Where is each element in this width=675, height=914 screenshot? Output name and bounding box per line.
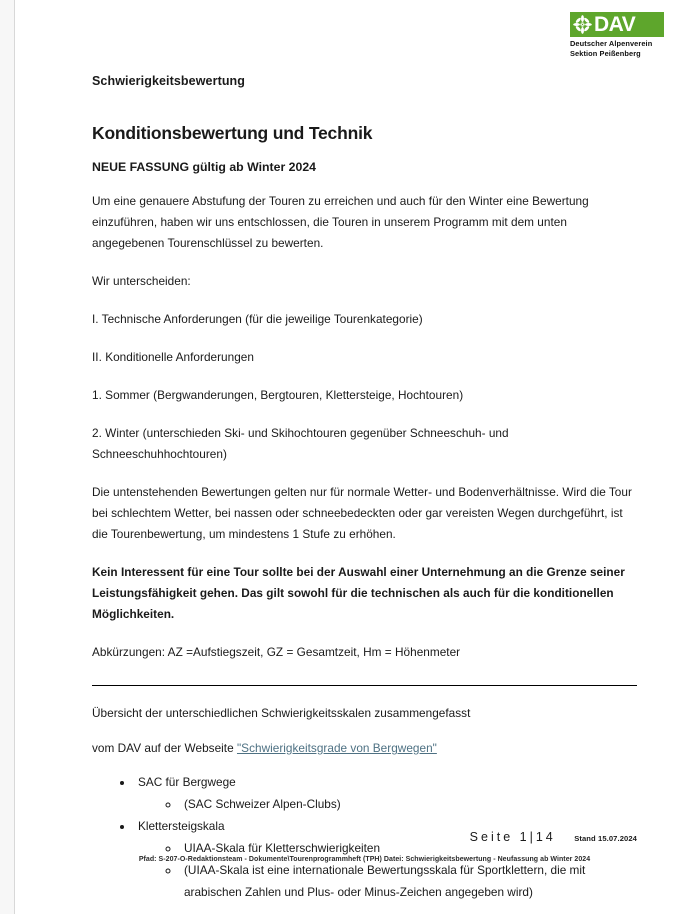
page-left-gutter <box>0 0 15 914</box>
page-number: Seite 1|14 <box>469 830 556 844</box>
dav-wordmark: DAV <box>594 13 636 36</box>
paragraph-abbreviations: Abkürzungen: AZ =Aufstiegszeit, GZ = Gesamtzeit, Hm = Höhenmeter <box>92 645 461 659</box>
list-item-sommer: 1. Sommer (Bergwanderungen, Bergtouren, Klettersteige, Hochtouren) <box>92 388 464 402</box>
scale-label: SAC für Bergwege <box>138 775 236 789</box>
section-divider <box>92 685 637 686</box>
scale-label: Klettersteigskala <box>138 819 225 833</box>
list-item-winter: 2. Winter (unterschieden Ski- und Skihochtouren gegenüber Schneeschuh- und Schneeschuhhochtouren) <box>92 426 509 461</box>
footer-file-path: Pfad: S-207-O-Redaktionsteam - Dokumente\Tourenprogrammheft (TPH) Datei: Schwierigkeitsbewertung - Neufassung ab Winter 2024 <box>138 856 591 863</box>
paragraph-conditions: Die untenstehenden Bewertungen gelten nur für normale Wetter- und Bodenverhältnisse. Wird die Tour bei schlechtem Wetter, bei nassen oder schneebedeckten oder gar vereisten Wegen durchgeführt, ist die Tourenbewertung, um mindestens 1 Stufe zu erhöhen. <box>92 485 632 541</box>
scales-sublist <box>138 793 637 815</box>
paragraph-wir-unterscheiden: Wir unterscheiden: <box>92 274 191 288</box>
document-page <box>16 0 675 914</box>
list-item: ◦ UIAA-Skala für Kletterschwierigkeiten <box>180 837 637 859</box>
document-subtitle: NEUE FASSUNG gültig ab Winter 2024 <box>92 160 317 174</box>
list-item: ◦ (UIAA-Skala ist eine internationale Bewertungsskala für Sportklettern, die mit arabischen Zahlen und Plus- oder Minus-Zeichen angegeben wird) <box>180 859 637 903</box>
paragraph-overview-line1: Übersicht der unterschiedlichen Schwierigkeitsskalen zusammengefasst <box>92 706 471 720</box>
overview-link-prefix: vom DAV auf der Webseite <box>92 741 237 755</box>
schwierigkeitsgrade-link[interactable]: "Schwierigkeitsgrade von Bergwegen" <box>236 741 437 755</box>
list-item <box>134 771 637 815</box>
scales-sublist <box>138 837 637 903</box>
paragraph-warning: Kein Interessent für eine Tour sollte bei der Auswahl einer Unternehmung an die Grenze seiner Leistungsfähigkeit gehen. Das gilt sowohl für die technischen als auch für die konditionellen Möglichkeiten. <box>92 565 625 621</box>
document-content <box>92 0 637 903</box>
dav-org-line1: Deutscher Alpenverein <box>570 39 653 48</box>
page-title: Konditionsbewertung und Technik <box>92 123 373 143</box>
page-footer-meta <box>92 828 637 846</box>
dav-org-line2: Sektion Peißenberg <box>570 49 641 58</box>
document-label: Schwierigkeitsbewertung <box>92 74 246 88</box>
paragraph-overview-line2 <box>92 738 637 759</box>
list-item-konditionelle-anforderungen: II. Konditionelle Anforderungen <box>92 350 254 364</box>
stand-date: Stand 15.07.2024 <box>574 834 637 843</box>
list-item: ◦ (SAC Schweizer Alpen-Clubs) <box>180 793 637 815</box>
list-item-technische-anforderungen: I. Technische Anforderungen (für die jeweilige Tourenkategorie) <box>92 312 423 326</box>
paragraph-intro: Um eine genauere Abstufung der Touren zu erreichen und auch für den Winter eine Bewertung einzuführen, haben wir uns entschlossen, die Touren in unserem Programm mit dem unten angegebenen Tourenschlüssel zu bewerten. <box>92 194 589 250</box>
